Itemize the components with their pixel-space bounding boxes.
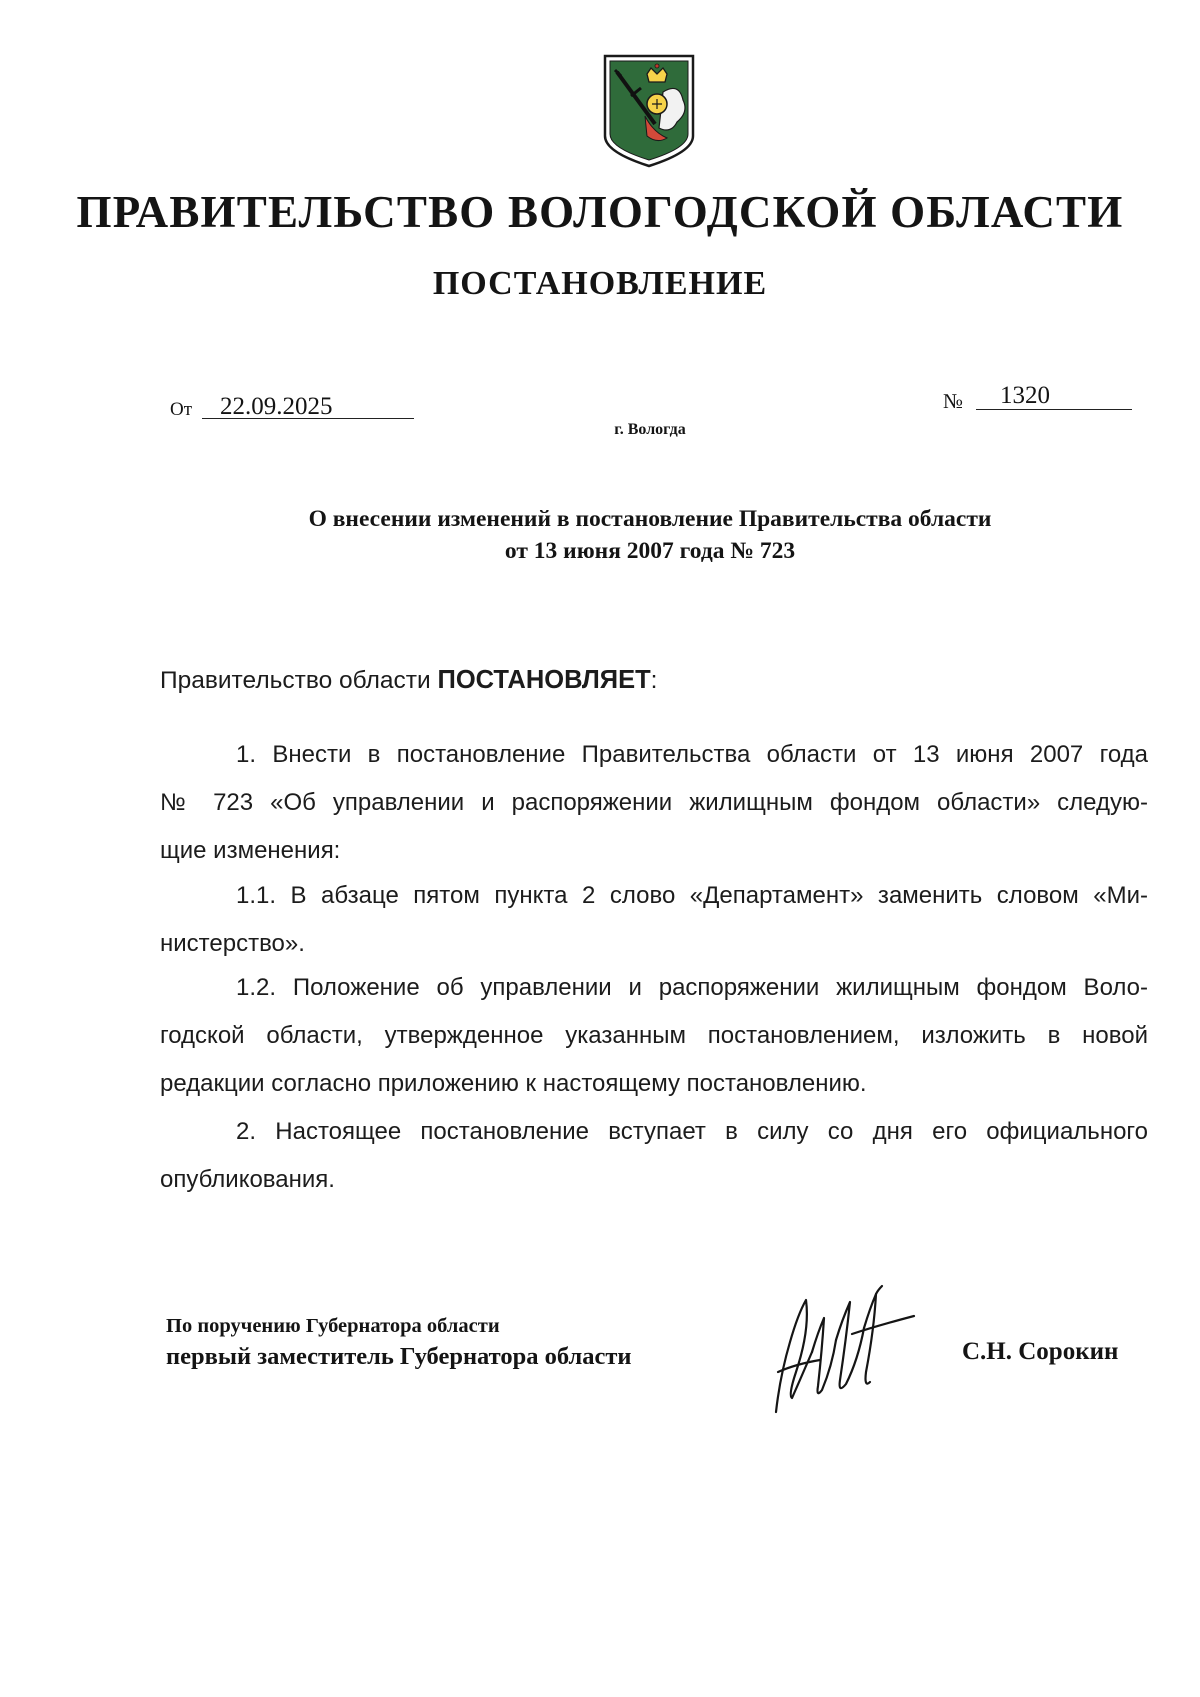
paragraph-line: 1.1. В абзаце пятом пункта 2 слово «Департамент» заменить словом «Ми- (236, 882, 1148, 909)
document-type-title: ПОСТАНОВЛЕНИЕ (432, 265, 768, 302)
preamble-text: Правительство области (160, 667, 431, 694)
subject-line-2: от 13 июня 2007 года № 723 (504, 538, 796, 564)
paragraph-line: годской области, утвержденное указанным постановлением, изложить в новой (160, 1022, 1148, 1049)
preamble-emphasis: ПОСТАНОВЛЯЕТ (437, 666, 651, 694)
paragraph-1-1 (160, 872, 1148, 968)
document-date: 22.09.2025 (220, 393, 333, 420)
preamble-colon: : (650, 667, 658, 694)
preamble (160, 666, 657, 695)
paragraph-line: опубликования. (160, 1166, 335, 1193)
government-title: ПРАВИТЕЛЬСТВО ВОЛОГОДСКОЙ ОБЛАСТИ (76, 187, 1124, 237)
signatory-authority-line: По поручению Губернатора области (166, 1315, 500, 1337)
paragraph-line: щие изменения: (160, 837, 341, 864)
number-prefix-label: № (943, 389, 964, 413)
date-prefix-label: От (170, 399, 193, 420)
paragraph-line: 1. Внести в постановление Правительства области от 13 июня 2007 года (236, 741, 1148, 768)
paragraph-2 (160, 1108, 1148, 1204)
paragraph-line: нистерство». (160, 930, 305, 957)
handwritten-signature (766, 1280, 926, 1420)
paragraph-1-2 (160, 964, 1148, 1108)
paragraph-line: № 723 «Об управлении и распоряжении жилищным фондом области» следую- (160, 789, 1148, 816)
paragraph-line: 1.2. Положение об управлении и распоряжении жилищным фондом Воло- (236, 974, 1148, 1001)
coat-of-arms-emblem (601, 52, 697, 169)
signatory-position: первый заместитель Губернатора области (166, 1343, 632, 1370)
paragraph-1 (160, 731, 1148, 875)
subject-line-1: О внесении изменений в постановление Правительства области (308, 506, 992, 532)
paragraph-line: 2. Настоящее постановление вступает в силу со дня его официального (236, 1118, 1148, 1145)
paragraph-line: редакции согласно приложению к настоящему постановлению. (160, 1070, 867, 1097)
city-label: г. Вологда (614, 421, 686, 438)
signatory-name: С.Н. Сорокин (962, 1338, 1119, 1365)
document-subject (0, 503, 1200, 567)
document-number: 1320 (1000, 382, 1050, 409)
